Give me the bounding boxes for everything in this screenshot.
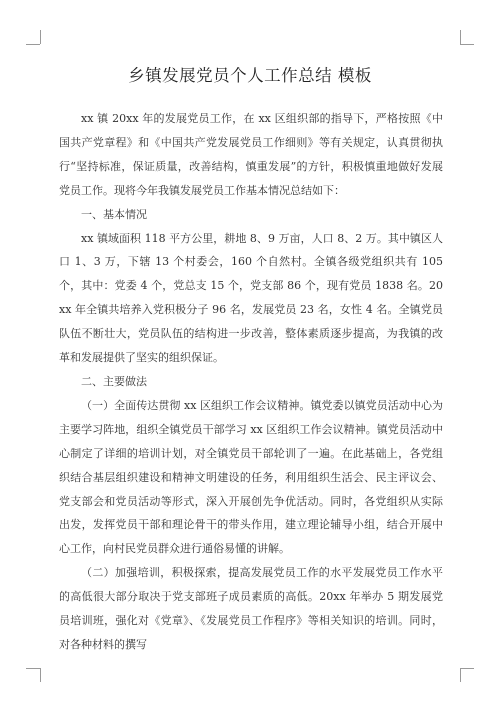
- crop-mark-bottom-left: [26, 668, 40, 669]
- crop-mark-bottom-right: [460, 668, 461, 682]
- section-heading-methods: 二、主要做法: [81, 374, 147, 388]
- document-title: 乡镇发展党员个人工作总结 模板: [128, 66, 372, 85]
- paragraph-basic-situation: xx 镇域面积 118 平方公里，耕地 8、9 万亩，人口 8、2 万。其中镇区人口 1、3 万，下辖 13 个村委会，160 个自然村。全镇各级党组织共有 105 个，其中：党委 4 个，党总支 15 个，党支部 86 个，现有党员 1838 名。20xx 年全镇共培养入党积极分子 96 名，发展党员 23 名，女性 4 名。全镇党员队伍不断壮大，党员队伍的结构进一步改善，整体素质逐步提高，为我镇的改革和发展提供了坚实的组织保证。: [59, 231, 443, 365]
- section-heading-basic: 一、基本情况: [81, 207, 147, 221]
- crop-mark-top-right: [460, 30, 461, 44]
- crop-mark-top-left: [26, 44, 40, 45]
- paragraph-method-2: （二）加强培训，积极探索，提高发展党员工作的水平发展党员工作水平的高低很大部分取决于党支部班子成员素质的高低。20xx 年举办 5 期发展党员培训班，强化对《党章》、《发展党员工作程序》等相关知识的培训。同时，对各种材料的撰写: [59, 566, 443, 651]
- paragraph-method-1: （一）全面传达贯彻 xx 区组织工作会议精神。镇党委以镇党员活动中心为主要学习阵地，组织全镇党员干部学习 xx 区组织工作会议精神。镇党员活动中心制定了详细的培训计划，对全镇党员干部轮训了一遍。在此基础上，各党组织结合基层组织建设和精神文明建设的任务，利用组织生活会、民主评议会、党支部会和党员活动等形式，深入开展创先争优活动。同时，各党组织从实际出发，发挥党员干部和理论骨干的带头作用，建立理论辅导小组，结合开展中心工作，向村民党员群众进行通俗易懂的讲解。: [59, 398, 443, 556]
- crop-mark-bottom-right: [460, 668, 474, 669]
- crop-mark-top-right: [460, 44, 474, 45]
- crop-mark-bottom-left: [40, 668, 41, 682]
- document-body: [59, 107, 443, 657]
- paragraph-intro: xx 镇 20xx 年的发展党员工作，在 xx 区组织部的指导下，严格按照《中国共产党章程》和《中国共产党发展党员工作细则》等有关规定，认真贯彻执行“坚持标准，保证质量，改善结构，慎重发展”的方针，积极慎重地做好发展党员工作。现将今年我镇发展党员工作基本情况总结如下：: [59, 112, 443, 197]
- crop-mark-top-left: [40, 30, 41, 44]
